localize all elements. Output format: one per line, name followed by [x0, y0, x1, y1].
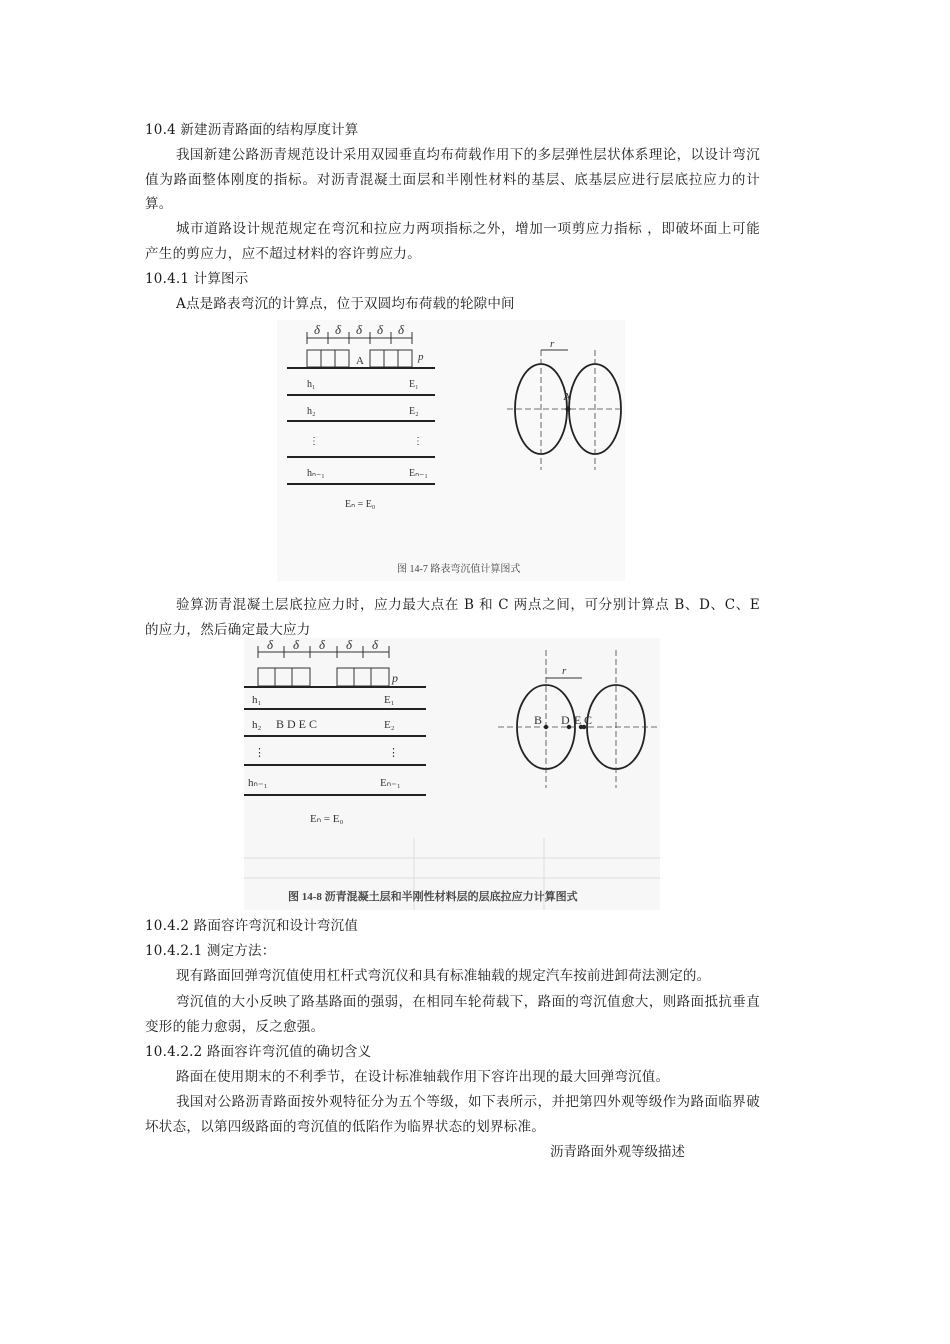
layer-h-label: ⋮ [309, 436, 319, 447]
figure-deflection-diagram [277, 320, 625, 581]
delta-label: δ [314, 322, 321, 337]
layer-e-label: Eₙ₋₁ [380, 777, 401, 789]
point-c-label: C [584, 713, 593, 727]
load-p-label: p [418, 351, 424, 363]
point-a-label: A [356, 355, 364, 367]
subsection-heading-10-4-2-2: 10.4.2.2 路面容许弯沉值的确切含义 [145, 1044, 372, 1060]
delta-label: δ [377, 322, 384, 337]
point-b-label: B [534, 713, 543, 727]
layer-h-label: h₂ [252, 719, 262, 731]
table-title: 沥青路面外观等级描述 [550, 1144, 685, 1160]
layer-e-label: E₁ [384, 694, 395, 706]
load-p-label: p [392, 671, 398, 685]
layer-e-label: E₁ [409, 379, 419, 390]
points-row-label: B D E C [276, 717, 318, 731]
point-e-label: E [574, 713, 582, 727]
layer-h-label: h₁ [252, 694, 262, 706]
layer-h-label: h₂ [307, 406, 316, 417]
delta-label: δ [293, 638, 300, 652]
delta-label: δ [346, 638, 353, 652]
point-d-label: D [561, 713, 570, 727]
delta-label: δ [372, 638, 379, 652]
paragraph: 现有路面回弹弯沉值使用杠杆式弯沉仪和具有标准轴载的规定汽车按前进卸荷法测定的。 [176, 968, 711, 984]
delta-label: δ [335, 322, 342, 337]
base-modulus-label: Eₙ = E₀ [310, 813, 344, 825]
paragraph: 我国新建公路沥青规范设计采用双园垂直均布荷载作用下的多层弹性层状体系理论，以设计弯沉值为路面整体刚度的指标。对沥青混凝土面层和半刚性材料的基层、底基层应进行层底拉应力的计算。 [145, 147, 760, 212]
layer-h-label: ⋮ [254, 747, 265, 759]
paragraph: 验算沥青混凝土层底拉应力时，应力最大点在 B 和 C 两点之间，可分别计算点 B、D、C、E 的应力，然后确定最大应力 [145, 597, 760, 638]
paragraph: 城市道路设计规范规定在弯沉和拉应力两项指标之外，增加一项剪应力指标 ，即破坏面上可能产生的剪应力，应不超过材料的容许剪应力。 [145, 221, 760, 262]
delta-label: δ [319, 638, 326, 652]
layer-h-label: hₙ₋₁ [307, 468, 325, 479]
point-a-circle-label: A [563, 391, 571, 403]
layer-e-label: E₂ [384, 719, 395, 731]
section-heading-10-4: 10.4 新建沥青路面的结构厚度计算 [145, 122, 359, 138]
figure-caption: 图 14-8 沥青混凝土层和半刚性材料层的层底拉应力计算图式 [288, 891, 578, 903]
delta-label: δ [356, 322, 363, 337]
base-modulus-label: Eₙ = E₀ [345, 499, 376, 510]
delta-label: δ [398, 322, 405, 337]
layer-e-label: Eₙ₋₁ [409, 468, 428, 479]
layer-h-label: h₁ [307, 379, 316, 390]
paragraph: 弯沉值的大小反映了路基路面的强弱，在相同车轮荷载下，路面的弯沉值愈大，则路面抵抗垂直变形的能力愈弱，反之愈强。 [145, 994, 760, 1035]
layer-e-label: E₂ [409, 406, 419, 417]
section-heading-10-4-2: 10.4.2 路面容许弯沉和设计弯沉值 [145, 918, 359, 934]
radius-label: r [550, 338, 555, 350]
subsection-heading-10-4-2-1: 10.4.2.1 测定方法： [145, 943, 276, 959]
paragraph: 我国对公路沥青路面按外观特征分为五个等级，如下表所示，并把第四外观等级作为路面临界破坏状态，以第四级路面的弯沉值的低陷作为临界状态的划界标准。 [145, 1094, 760, 1135]
paragraph: A点是路表弯沉的计算点，位于双圆均布荷载的轮隙中间 [176, 296, 515, 312]
layer-e-label: ⋮ [388, 747, 399, 759]
figure-tensile-stress-diagram [244, 638, 660, 910]
delta-label: δ [267, 638, 274, 652]
layer-h-label: hₙ₋₁ [248, 777, 268, 789]
figure-caption: 图 14-7 路表弯沉值计算图式 [397, 564, 521, 575]
radius-label: r [562, 665, 567, 677]
section-heading-10-4-1: 10.4.1 计算图示 [145, 271, 249, 287]
layer-e-label: ⋮ [413, 436, 423, 447]
paragraph: 路面在使用期末的不利季节，在设计标准轴载作用下容许出现的最大回弹弯沉值。 [176, 1069, 670, 1085]
